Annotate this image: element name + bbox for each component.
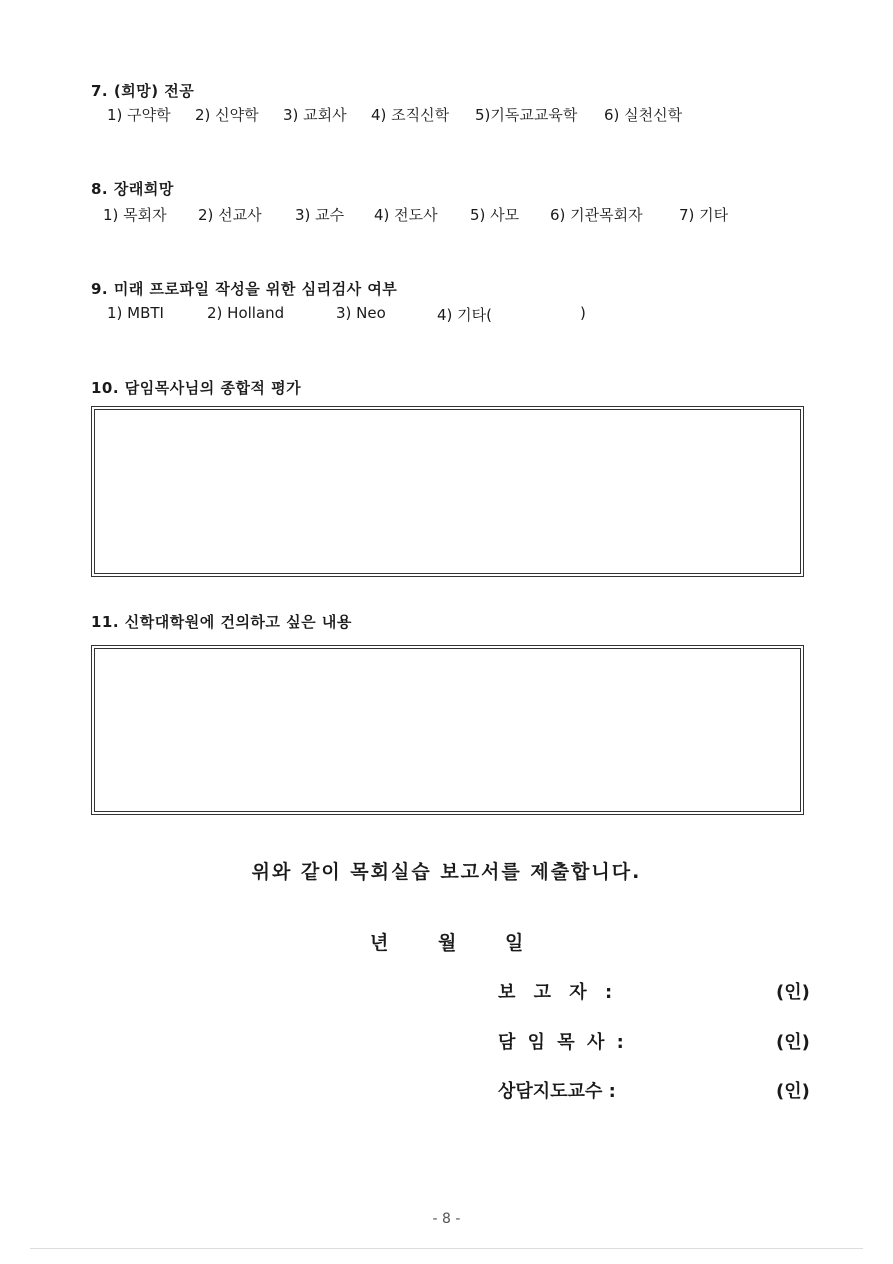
- q7-option: 5)기독교교육학: [475, 106, 578, 124]
- q8-option: 2) 선교사: [198, 206, 262, 224]
- q10-answer-box-inner: [94, 409, 801, 574]
- reporter-label: 보 고 자 :: [498, 982, 613, 1003]
- pastor-seal: (인): [776, 1032, 810, 1053]
- q8-option: 7) 기타: [679, 206, 729, 224]
- declaration-text: 위와 같이 목회실습 보고서를 제출합니다.: [251, 861, 642, 883]
- q7-title: 7. (희망) 전공: [91, 82, 195, 100]
- q7-option: 4) 조직신학: [371, 106, 450, 124]
- q11-title: 11. 신학대학원에 건의하고 싶은 내용: [91, 613, 352, 631]
- date-day-label: 일: [505, 932, 524, 954]
- q8-title: 8. 장래희망: [91, 180, 174, 198]
- q7-option: 6) 실천신학: [604, 106, 683, 124]
- q7-option: 3) 교회사: [283, 106, 347, 124]
- q9-option: 1) MBTI: [107, 304, 164, 322]
- q8-option: 6) 기관목회자: [550, 206, 643, 224]
- q9-option: 3) Neo: [336, 304, 386, 322]
- q8-option: 3) 교수: [295, 206, 345, 224]
- q9-title: 9. 미래 프로파일 작성을 위한 심리검사 여부: [91, 280, 398, 298]
- q11-answer-box[interactable]: [91, 645, 804, 815]
- q11-answer-box-inner: [94, 648, 801, 812]
- pastor-label: 담 임 목 사 :: [498, 1032, 624, 1053]
- q7-option: 2) 신약학: [195, 106, 259, 124]
- date-year-label: 년: [370, 932, 389, 954]
- date-month-label: 월: [438, 932, 457, 954]
- q10-title: 10. 담임목사님의 종합적 평가: [91, 379, 302, 397]
- page-number: - 8 -: [432, 1211, 461, 1227]
- q9-option: 4) 기타(: [437, 306, 492, 324]
- bottom-divider: [30, 1248, 863, 1249]
- reporter-seal: (인): [776, 982, 810, 1003]
- advisor-seal: (인): [776, 1081, 810, 1102]
- q8-option: 1) 목회자: [103, 206, 167, 224]
- q7-option: 1) 구약학: [107, 106, 171, 124]
- q9-option: 2) Holland: [207, 304, 285, 322]
- q8-option: 5) 사모: [470, 206, 520, 224]
- q8-option: 4) 전도사: [374, 206, 438, 224]
- q9-option-close: ): [580, 304, 586, 322]
- advisor-label: 상담지도교수 :: [498, 1081, 616, 1102]
- q10-answer-box[interactable]: [91, 406, 804, 577]
